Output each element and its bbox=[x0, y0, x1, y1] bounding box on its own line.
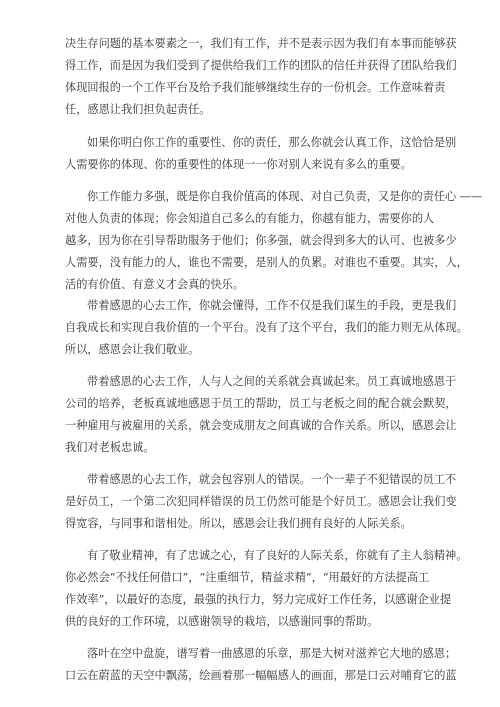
text-line: 口云在蔚蓝的天空中飘荡，绘画着那一幅幅感人的画面，那是口云对哺育它的蓝 bbox=[65, 669, 457, 682]
text-line: 越多，因为你在引导帮助服务于他们；你多强，就会得到多大的认可、也被多少 bbox=[65, 234, 457, 247]
text-line: 供的良好的工作环境，以感谢领导的栽培，以感谢同事的帮助。 bbox=[65, 615, 379, 628]
text-line: 活的有价值、有意义才会真的快乐。 bbox=[65, 278, 245, 291]
text-line: 如果你明白你工作的重要性、你的责任，那么你就会认真工作，这恰恰是别 bbox=[87, 136, 457, 149]
text-line: 你必然会“不找任何借口”，“注重细节，精益求精”，“用最好的方法提高工 bbox=[65, 571, 430, 584]
text-line: 人需要，没有能力的人，谁也不需要，是别人的负累。对谁也不重要。其实，人， bbox=[65, 256, 468, 269]
text-line: 所以，感恩会让我们敬业。 bbox=[65, 343, 200, 356]
text-line: 落叶在空中盘旋，谱写着一曲感恩的乐章，那是大树对滋养它大地的感恩； bbox=[87, 647, 457, 660]
text-line: 带着感恩的心去工作，你就会懂得，工作不仅是我们谋生的手段，更是我们 bbox=[87, 299, 457, 312]
text-line: 带着感恩的心去工作，就会包容别人的错误。一个一辈子不犯错误的员工不 bbox=[87, 473, 457, 486]
text-line: 有了敬业精神，有了忠诚之心，有了良好的人际关系，你就有了主人翁精神。 bbox=[87, 549, 468, 562]
text-line: 你工作能力多强，既是你自我价值高的体现、对自己负责，又是你的责任心 —— bbox=[87, 190, 483, 203]
text-line: 对他人负责的体现；你会知道自己多么的有能力，你越有能力，需要你的人 bbox=[65, 212, 435, 225]
text-line: 作效率”，以最好的态度，最强的执行力，努力完成好工作任务，以感谢企业提 bbox=[65, 593, 452, 606]
text-line: 人需要你的体现、你的重要性的体现一一你对别人来说有多么的重要。 bbox=[65, 158, 412, 171]
text-line: 我们对老板忠诚。 bbox=[65, 441, 155, 454]
text-line: 是好员工，一个第二次犯同样错误的员工仍然可能是个好员工。感恩会让我们变 bbox=[65, 495, 457, 508]
text-line: 任，感恩让我们担负起责任。 bbox=[65, 103, 211, 116]
text-line: 自我成长和实现自我价值的一个平台。没有了这个平台，我们的能力则无从体现。 bbox=[65, 321, 468, 334]
text-line: 决生存问题的基本要素之一，我们有工作，并不是表示因为我们有本事而能够获 bbox=[65, 37, 457, 50]
text-line: 公司的培养，老板真诚地感恩于员工的帮助，员工与老板之间的配合就会默契， bbox=[65, 397, 457, 410]
text-line: 体现回报的一个工作平台及给予我们能够继续生存的一份机会。工作意味着责 bbox=[65, 81, 446, 94]
text-line: 一种雇用与被雇用的关系，就会变成朋友之间真诚的合作关系。所以，感恩会让 bbox=[65, 419, 457, 432]
text-line: 得宽容，与同事和谐相处。所以，感恩会让我们拥有良好的人际关系。 bbox=[65, 517, 412, 530]
text-line: 带着感恩的心去工作，人与人之间的关系就会真诚起来。员工真诚地感恩于 bbox=[87, 375, 457, 388]
text-line: 得工作，而是因为我们受到了提供给我们工作的团队的信任并获得了团队给我们 bbox=[65, 59, 457, 72]
